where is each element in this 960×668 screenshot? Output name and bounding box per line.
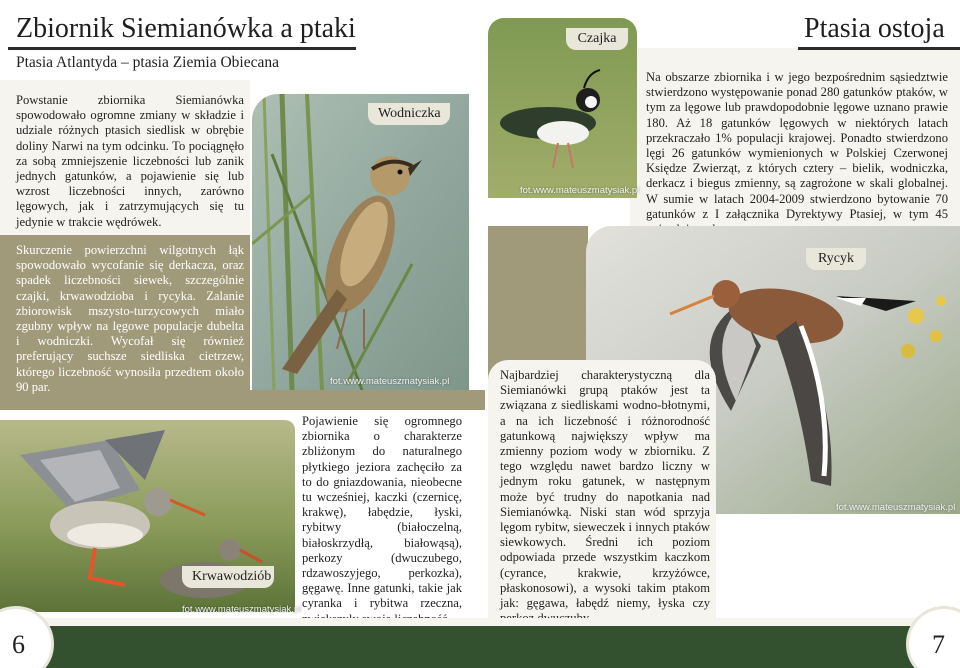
footer-strip — [0, 618, 960, 626]
caption-krwawodziob: Krwawodziób — [182, 566, 274, 588]
right-title-rule — [798, 47, 960, 50]
credit-wodniczka: fot.www.mateuszmatysiak.pl — [330, 376, 450, 387]
credit-krwawodziob: fot.www.mateuszmatysiak.pl — [182, 604, 302, 615]
left-title-rule — [8, 47, 356, 50]
right-paragraph-2: Najbardziej charakterystyczną dla Siemianówki grupą ptaków jest ta związana z siedliskami wodno-błotnymi, a na ich liczebność i różnorodność gatunkową największy wpływ ma zmienny poziom wody w zbiorniku. Z tego względu nawet bardzo liczny w jednym roku gatunek, w następnym może być trudny do napotkania nad Siemianówką. Niski stan wód sprzyja lęgom rybitw, sieweczek i innych ptaków siewkowych. Średni ich poziom odpowiada przede wszystkim kaczkom (cyrance, krakwie, krzyżówce, płaskonosowi), a wysoki takim ptakom jak: gęgawa, łabędź niemy, łyska czy — [500, 368, 710, 611]
credit-rycyk: fot.www.mateuszmatysiak.pl — [836, 502, 956, 513]
caption-czajka: Czajka — [566, 28, 628, 50]
page-number-left: 6 — [12, 630, 25, 659]
footer-bar — [0, 626, 960, 668]
left-paragraph-1: Powstanie zbiornika Siemianówka spowodowało ogromne zmiany w składzie i udziale różnych ptasich siedlisk w obrębie doliny Narwi na tym odcinku. To pociągnęło za sobą zmniejszenie liczebności lub zanik jednych gatunków, a pojawienie się lub wzrost liczebności innych, zarówno lęgowych, jak i zatrzymujących się tu jedynie w trakcie wędrówek. — [16, 93, 244, 229]
left-page-subtitle: Ptasia Atlantyda – ptasia Ziemia Obiecana — [16, 54, 279, 71]
right-paragraph-1: Na obszarze zbiornika i w jego bezpośrednim sąsiedztwie stwierdzono występowanie ponad 280 gatunków ptaków, w tym za lęgowe lub prawdopodobnie lęgowe uznano prawie 180. Aż 18 gatunków lęgowych w niektórych latach przekraczało 1% populacji krajowej. Ponadto stwierdzono lęgi 26 gatunków wymienionych w Polskiej Czerwonej Księdze Zwierząt, z których cztery – bielik, wodniczka, derkacz i biegus zmienny, są zagrożone w skali globalnej. W sumie w latach 2004-2009 stwierdzono bytowanie 70 gatunków z I załącznika Dyrektywy Ptasiej, w tym 45 — [646, 70, 948, 221]
wodniczka-bird-image — [252, 94, 469, 390]
left-page-title: Zbiornik Siemianówka a ptaki — [16, 13, 356, 44]
photo-wodniczka — [252, 94, 469, 390]
caption-wodniczka: Wodniczka — [368, 103, 450, 125]
credit-czajka: fot.www.mateuszmatysiak.pl — [520, 185, 640, 196]
left-paragraph-2: Skurczenie powierzchni wilgotnych łąk spowodowało wycofanie się derkacza, oraz spadek liczebności siewek, szczególnie czajki, krwawodzioba i rycyka. Zalanie zbiorowisk mszysto-turzycowych miało zgubny wpływ na lęgowe populacje dubelta i wodniczki. Wycofał się również preferujący suchsze siedliska cietrzew, którego liczebność wynosiła przedtem około 90 par. — [16, 243, 244, 394]
caption-rycyk: Rycyk — [806, 248, 866, 270]
right-page-title: Ptasia ostoja — [804, 13, 945, 44]
olive-panel-left-strip — [250, 390, 485, 410]
page-number-right: 7 — [932, 630, 945, 659]
left-paragraph-3: Pojawienie się ogromnego zbiornika o charakterze zbliżonym do naturalnego płytkiego jeziora zachęciło za to do gniazdowania, nieobecne tu wcześniej, kaczki (czernicę, krakwę), łabędzie, łyski, rybitwy (białoczelną, białoskrzydłą, białowąsą), perkozy (dwuczubego, rdzawoszyjego, perkozka), gęgawę. Inne gatunki, takie jak cyranka i rybitwa rzeczna, — [302, 414, 462, 611]
